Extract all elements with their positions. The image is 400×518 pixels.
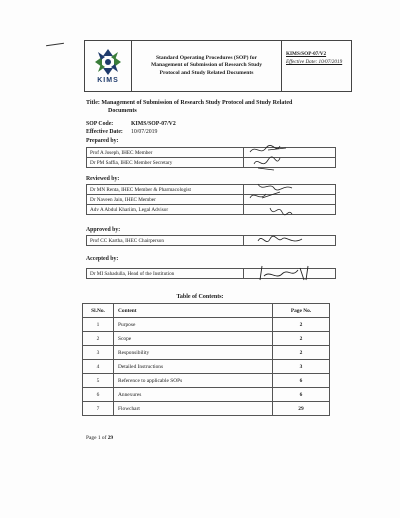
toc-row xyxy=(83,374,330,388)
toc-slno: 1 xyxy=(83,318,114,332)
toc-slno: 4 xyxy=(83,360,114,374)
toc-page: 6 xyxy=(273,388,330,402)
kims-logo xyxy=(85,41,132,91)
handwritten-signature xyxy=(256,231,306,249)
toc-slno: 6 xyxy=(83,388,114,402)
effective-date-value: 10/07/2019 xyxy=(131,129,158,136)
handwritten-signature xyxy=(246,142,296,174)
prepared-by-label: Prepared by: xyxy=(86,137,119,144)
toc-header-content: Content xyxy=(114,304,273,318)
effective-date: Effective Date: 10/07/2019 xyxy=(286,58,343,65)
sop-code-value: KIMS/SOP-07/V2 xyxy=(131,121,176,127)
table-of-contents xyxy=(82,303,330,416)
signatory-name: Adv A Abdul Khariim, Legal Advisor xyxy=(87,205,244,215)
toc-slno: 5 xyxy=(83,374,114,388)
signatory-row xyxy=(87,158,336,168)
document-title-line1: Title: Management of Submission of Research Study Protocol and Study Related xyxy=(86,100,293,106)
toc-row xyxy=(83,318,330,332)
signatory-row xyxy=(87,148,336,158)
toc-row xyxy=(83,360,330,374)
document-title xyxy=(86,99,356,115)
toc-content: Purpose xyxy=(114,318,273,332)
prepared-by-table xyxy=(86,147,336,168)
toc-slno: 2 xyxy=(83,332,114,346)
sop-code-label: SOP Code: xyxy=(86,121,114,127)
document-title-line2: Documents xyxy=(108,108,137,115)
page-footer xyxy=(86,435,113,441)
sop-code-box xyxy=(282,41,351,91)
handwritten-signature xyxy=(240,178,310,222)
sop-title-line: Management of Submission of Research Study xyxy=(150,62,262,69)
sop-code: KIMS/SOP-07/V2 xyxy=(286,51,327,57)
toc-page: 2 xyxy=(273,346,330,360)
sop-header xyxy=(84,40,352,92)
approved-by-label: Approved by: xyxy=(86,227,121,233)
toc-row xyxy=(83,388,330,402)
toc-page: 2 xyxy=(273,318,330,332)
signatory-name: Dr Naveen Jain, IHEC Member xyxy=(87,195,244,205)
toc-content: Flowchart xyxy=(114,402,273,416)
sop-title xyxy=(132,41,282,91)
signatory-name: Dr MN Renta, IHEC Member & Pharmacologist xyxy=(87,185,244,195)
toc-title: Table of Contents: xyxy=(176,294,224,300)
signatory-name: Dr MI Sahadulla, Head of the Institution xyxy=(87,269,244,279)
toc-page: 3 xyxy=(273,360,330,374)
toc-content: Detailed Instructions xyxy=(114,360,273,374)
document-meta xyxy=(86,120,176,145)
sop-title-line: Protocol and Study Related Documents xyxy=(159,69,254,76)
page-total: 29 xyxy=(107,435,114,441)
stray-pen-mark xyxy=(46,43,64,46)
toc-header-page: Page No. xyxy=(273,304,330,318)
toc-row xyxy=(83,402,330,416)
toc-slno: 3 xyxy=(83,346,114,360)
toc-header-slno: Sl.No. xyxy=(83,304,114,318)
logo-text: KIMS xyxy=(97,77,119,84)
reviewed-by-label: Reviewed by: xyxy=(86,176,120,182)
toc-slno: 7 xyxy=(83,402,114,416)
kims-emblem-icon xyxy=(92,48,124,76)
sop-title-line: Standard Operating Procedures (SOP) for xyxy=(155,54,258,61)
toc-page: 2 xyxy=(273,332,330,346)
toc-content: Responsibility xyxy=(114,346,273,360)
handwritten-signature xyxy=(256,262,322,284)
toc-page: 6 xyxy=(273,374,330,388)
signatory-name: Prof A Joseph, IHEC Member xyxy=(87,148,244,158)
toc-row xyxy=(83,346,330,360)
toc-content: Annexures xyxy=(114,388,273,402)
accepted-by-label: Accepted by: xyxy=(86,256,119,262)
signatory-name: Prof CC Kartha, IHEC Chairperson xyxy=(87,236,244,246)
toc-header-row xyxy=(83,304,330,318)
toc-page: 29 xyxy=(273,402,330,416)
page-number-prefix: Page 1 of xyxy=(86,435,108,441)
toc-row xyxy=(83,332,330,346)
toc-content: Reference to applicable SOPs xyxy=(114,374,273,388)
toc-content: Scope xyxy=(114,332,273,346)
effective-date-label: Effective Date: xyxy=(86,129,123,136)
signatory-name: Dr PM Saffia, IHEC Member Secretary xyxy=(87,158,244,168)
